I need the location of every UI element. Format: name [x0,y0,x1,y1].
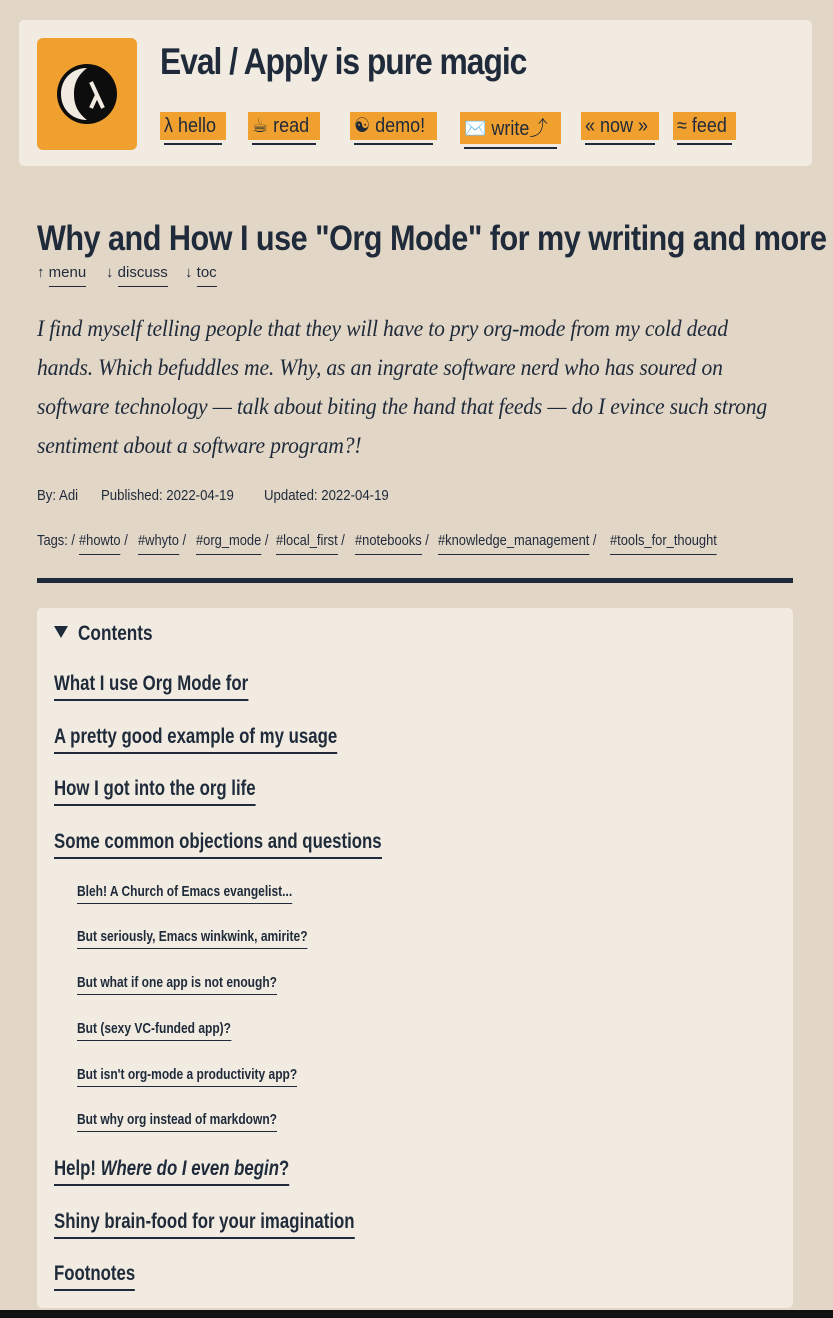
section-divider [37,578,793,583]
toc-link[interactable]: Some common objections and questions [54,830,464,859]
site-header [19,20,812,166]
nav-hello[interactable]: λ hello [160,112,226,140]
tag-link[interactable]: #notebooks / [355,532,429,549]
nav-read[interactable]: ☕︎ read [248,112,320,140]
tag-link[interactable]: #local_first / [276,532,345,549]
nav-demo[interactable]: ☯ demo! [350,112,437,140]
toc-sublink[interactable]: Bleh! A Church of Emacs evangelist... [77,883,346,904]
nav-write[interactable]: ✉️ write⤴ [460,112,561,144]
toc-sublink[interactable]: But why org instead of markdown? [77,1111,327,1132]
tag-link[interactable]: #whyto / [138,532,186,549]
toc-link[interactable]: Shiny brain-food for your imagination [54,1210,430,1239]
lede-line: software technology — talk about biting the hand that feeds — do I evince such strong [37,394,768,419]
lede-paragraph [37,309,817,465]
window-bottom-edge [0,1310,833,1318]
jump-link-toc[interactable]: ↓ toc [185,264,217,281]
toc-sublink[interactable]: But seriously, Emacs winkwink, amirite? [77,928,365,949]
toc-link[interactable]: How I got into the org life [54,777,306,806]
nav-feed[interactable]: ≈ feed [673,112,736,140]
toc-link[interactable]: Footnotes [54,1262,155,1291]
nav-now[interactable]: « now » [581,112,659,140]
tag-link[interactable]: #knowledge_management / [438,532,597,549]
toc-sublink[interactable]: But isn't org-mode a productivity app? [77,1066,352,1087]
page-title: Why and How I use "Org Mode" for my writing and more [37,219,827,259]
post-author: By: Adi [37,487,79,504]
triangle-down-icon [54,626,68,638]
tags-label: Tags: / [37,532,76,549]
toc-toggle[interactable]: Contents [54,622,169,650]
toc-sublink[interactable]: But what if one app is not enough? [77,974,327,995]
table-of-contents [37,608,793,1308]
jump-link-menu[interactable]: ↑ menu [37,264,86,281]
toc-sublink[interactable]: But (sexy VC-funded app)? [77,1020,270,1041]
tag-link[interactable]: #howto / [79,532,128,549]
tag-link[interactable]: #org_mode / [196,532,268,549]
toc-link[interactable]: Help! Where do I even begin? [54,1157,348,1186]
site-title[interactable]: Eval / Apply is pure magic [160,41,527,82]
toc-link[interactable]: A pretty good example of my usage [54,725,408,754]
post-published: Published: 2022-04-19 [101,487,234,504]
post-updated: Updated: 2022-04-19 [264,487,389,504]
lambda-logo-icon [57,64,117,124]
tag-link[interactable]: #tools_for_thought [610,532,717,549]
toc-link[interactable]: What I use Org Mode for [54,672,297,701]
lede-line: I find myself telling people that they will have to pry org-mode from my cold dead [37,316,728,341]
lede-line: hands. Which befuddles me. Why, as an ingrate software nerd who has soured on [37,355,723,380]
lede-line: sentiment about a software program?! [37,433,362,458]
jump-link-discuss[interactable]: ↓ discuss [106,264,168,281]
site-logo[interactable] [37,38,137,150]
